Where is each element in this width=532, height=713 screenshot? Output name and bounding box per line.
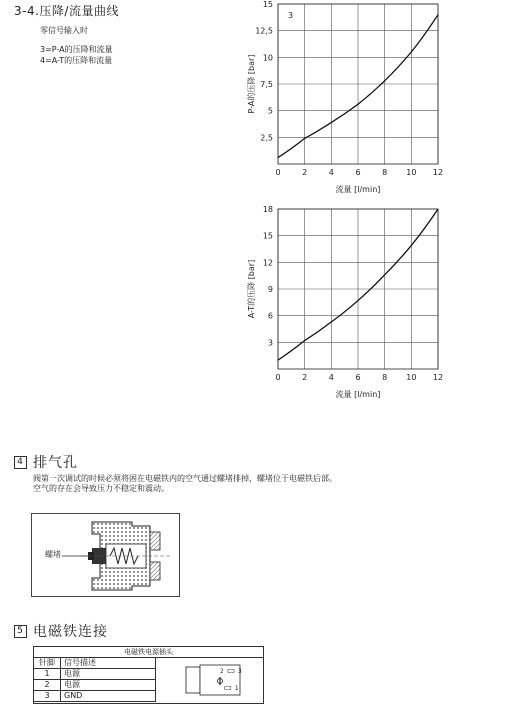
- curve-label: 3: [288, 11, 294, 20]
- x-tick-label: 4: [328, 168, 334, 177]
- table-row: [34, 669, 156, 680]
- section-5-number: 5: [14, 625, 27, 638]
- x-tick-label: 8: [382, 373, 388, 382]
- y-tick-label: 5: [267, 106, 273, 116]
- table-row: [34, 691, 156, 702]
- x-tick-label: 10: [406, 168, 417, 177]
- section-4-text-2: 空气的存在会导致压力不稳定和震动。: [33, 484, 169, 493]
- section-4-title: 排气孔: [33, 455, 78, 471]
- table-row: [34, 680, 156, 691]
- section-3-title: 3-4.压降/流量曲线: [14, 4, 119, 18]
- y-tick-label: 7,5: [260, 80, 273, 89]
- section-4-heading: [14, 452, 78, 472]
- pin-signal: GND: [61, 691, 156, 702]
- pin-number: 1: [34, 669, 61, 680]
- x-tick-label: 0: [275, 168, 281, 177]
- x-tick-label: 4: [328, 373, 334, 382]
- x-axis-label: 流量 [l/min]: [335, 390, 381, 399]
- y-tick-label: 15: [262, 0, 273, 9]
- section-4-number: 4: [14, 456, 27, 469]
- bleed-screw-figure: [31, 513, 180, 597]
- x-axis-label: 流量 [l/min]: [335, 185, 381, 194]
- table-header-row: [34, 658, 156, 669]
- table-caption: 电磁铁电源插头: [34, 647, 263, 658]
- section-5-title: 电磁铁连接: [33, 624, 108, 640]
- chart-pa: [240, 0, 460, 200]
- y-tick-label: 2,5: [260, 133, 273, 143]
- y-tick-label: 12: [262, 258, 273, 268]
- section-4-text-1: 阀第一次调试的时候必须将困在电磁铁内的空气通过螺堵排掉，螺堵位于电磁铁后部。: [33, 474, 337, 483]
- x-tick-label: 10: [406, 373, 417, 382]
- section-5-heading: [14, 621, 108, 641]
- y-tick-label: 18: [262, 205, 273, 214]
- plug-pin-label-bottom: ⊏⊐ 1: [224, 685, 239, 692]
- header-pin: 针脚: [34, 658, 61, 669]
- y-tick-label: 15: [262, 231, 273, 241]
- y-tick-label: 10: [262, 53, 273, 63]
- pin-number: 3: [34, 691, 61, 702]
- section-3-subtitle: 零信号输入时: [40, 26, 88, 35]
- plug-connector-drawing: [184, 663, 254, 699]
- y-tick-label: 6: [267, 311, 273, 321]
- y-axis-label: P-A的压降 [bar]: [247, 54, 256, 114]
- legend-at: 4=A-T的压降和流量: [40, 56, 113, 65]
- bleed-screw-label: 螺堵: [45, 550, 61, 559]
- x-tick-label: 6: [355, 168, 361, 177]
- y-axis-label: A-T的压降 [bar]: [247, 259, 256, 319]
- pin-signal: 电源: [61, 680, 156, 691]
- x-tick-label: 2: [302, 373, 308, 382]
- header-signal: 信号描述: [61, 658, 156, 669]
- x-tick-label: 2: [302, 168, 308, 177]
- pin-number: 2: [34, 680, 61, 691]
- chart-at: [240, 205, 460, 405]
- pin-signal: 电源: [61, 669, 156, 680]
- plug-pin-label-top: 2 ⊏⊐ 3: [220, 668, 242, 675]
- x-tick-label: 12: [432, 168, 444, 177]
- x-tick-label: 8: [382, 168, 388, 177]
- x-tick-label: 6: [355, 373, 361, 382]
- y-tick-label: 12,5: [255, 26, 273, 36]
- x-tick-label: 12: [432, 373, 444, 382]
- y-tick-label: 9: [267, 285, 273, 294]
- x-tick-label: 0: [275, 373, 281, 382]
- pin-table: [33, 657, 156, 702]
- legend-pa: 3=P-A的压降和流量: [40, 45, 113, 54]
- y-tick-label: 3: [267, 338, 273, 348]
- connection-panel: [33, 646, 264, 704]
